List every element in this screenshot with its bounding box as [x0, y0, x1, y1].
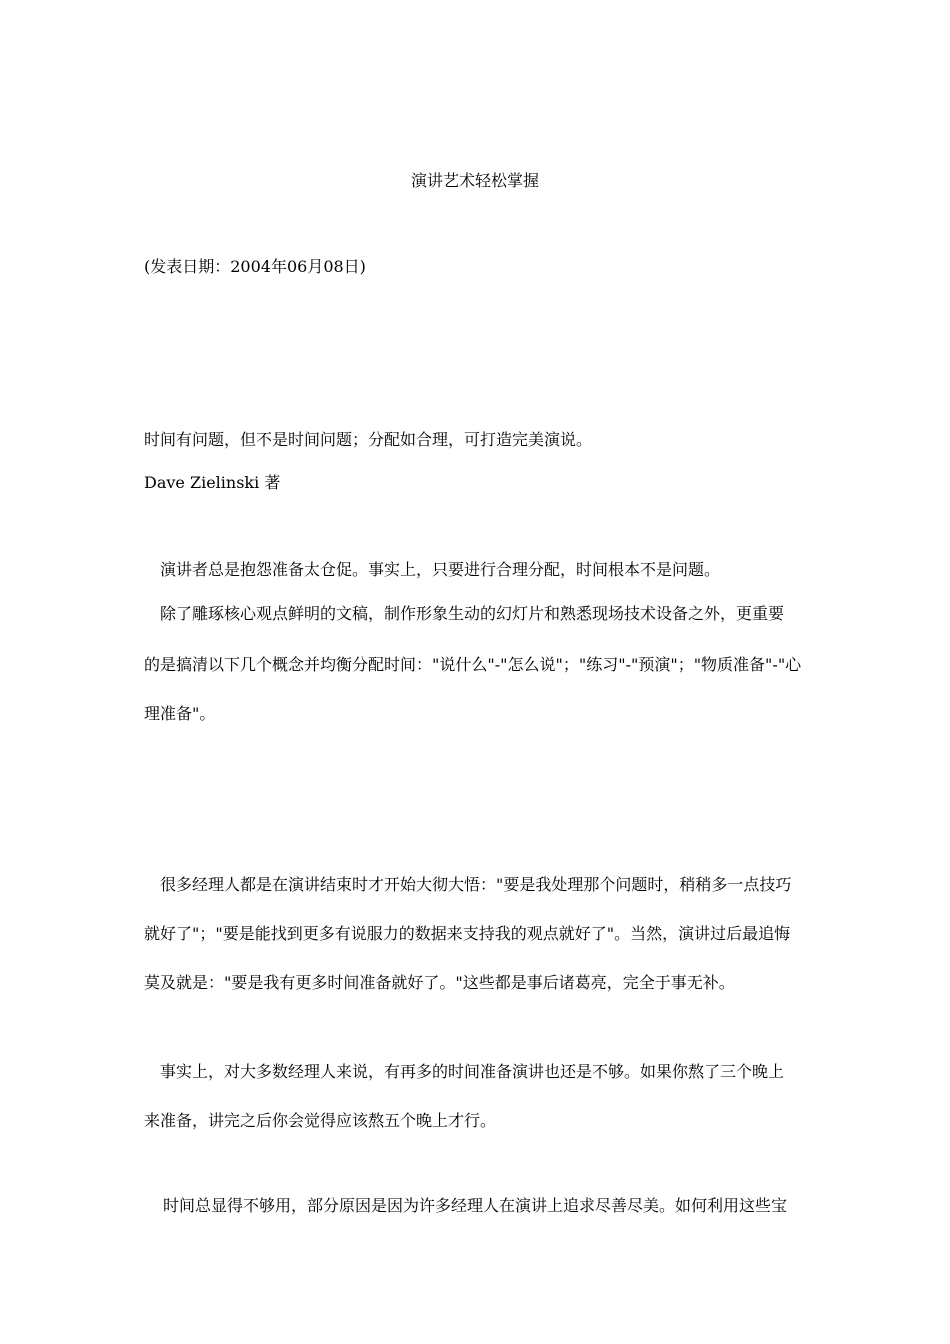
paragraph-line: 时间总显得不够用，部分原因是因为许多经理人在演讲上追求尽善尽美。如何利用这些宝: [163, 1196, 788, 1215]
document-title: 演讲艺术轻松掌握: [410, 171, 539, 190]
paragraph-line: 的是搞清以下几个概念并均衡分配时间："说什么"-"怎么说"；"练习"-"预演"；"物质准备"-"心: [144, 655, 802, 674]
paragraph-line: 演讲者总是抱怨准备太仓促。事实上，只要进行合理分配，时间根本不是问题。: [160, 560, 721, 579]
paragraph-line: 事实上，对大多数经理人来说，有再多的时间准备演讲也还是不够。如果你熬了三个晚上: [160, 1062, 785, 1081]
paragraph-line: 莫及就是："要是我有更多时间准备就好了。"这些都是事后诸葛亮，完全于事无补。: [144, 973, 735, 992]
publish-date: (发表日期：2004年06月08日): [144, 257, 366, 276]
paragraph-line: 理准备"。: [144, 704, 216, 723]
paragraph-line: 很多经理人都是在演讲结束时才开始大彻大悟："要是我处理那个问题时，稍稍多一点技巧: [160, 875, 792, 894]
paragraph-line: 除了雕琢核心观点鲜明的文稿，制作形象生动的幻灯片和熟悉现场技术设备之外，更重要: [160, 604, 785, 623]
author-line: Dave Zielinski 著: [144, 473, 281, 492]
paragraph-line: 来准备，讲完之后你会觉得应该熬五个晚上才行。: [144, 1111, 497, 1130]
document-subtitle: 时间有问题，但不是时间问题；分配如合理，可打造完美演说。: [144, 430, 593, 449]
paragraph-line: 就好了"；"要是能找到更多有说服力的数据来支持我的观点就好了"。当然，演讲过后最追悔: [144, 924, 791, 943]
